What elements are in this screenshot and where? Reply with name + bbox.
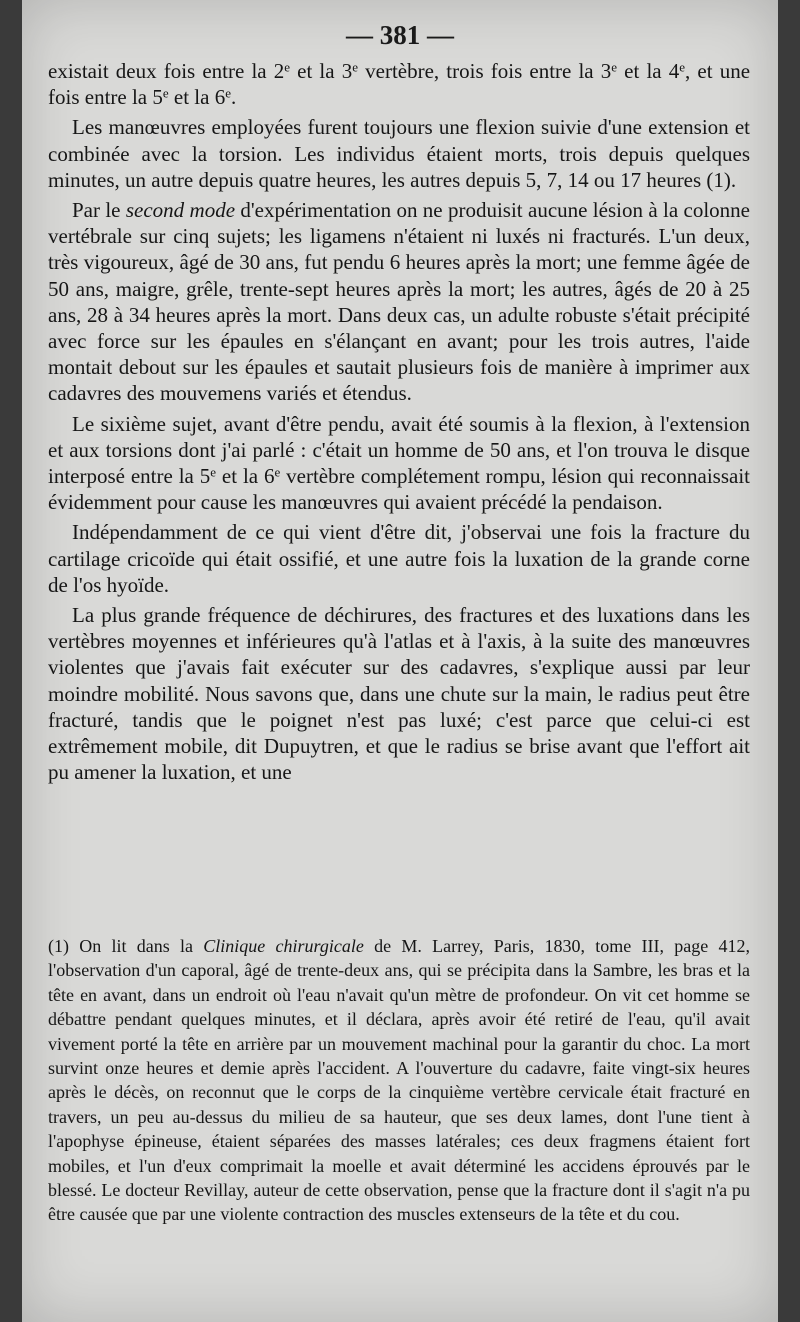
footnote	[48, 934, 750, 1227]
text-run: (1) On lit dans la	[48, 936, 204, 956]
superscript: e	[679, 59, 686, 75]
text-run: existait deux fois entre la 2	[48, 59, 285, 83]
body-text	[48, 58, 750, 789]
text-run: vertèbre, trois fois entre la 3	[358, 59, 612, 83]
text-run: Les manœuvres employées furent toujours une flexion suivie d'une extension et combinée avec la torsion. Les individus étaient morts, trois depuis quelques minutes, un autre depuis quatre heures, les autres depuis 5, 7, 14 ou 17 heures (1).	[48, 115, 750, 192]
superscript: e	[162, 85, 169, 101]
text-run: La plus grande fréquence de déchirures, des fractures et des luxations dans les vertèbres moyennes et inférieures qu'à l'atlas et à l'axis, à la suite des manœuvres violentes que j'avais fait exécuter sur des cadavres, s'explique aussi par leur moindre mobilité. Nous savons que, dans une chute sur la main, le radius peut être fracturé, tandis que le poignet n'est pas luxé; c'est parce que celui-ci est extrêmement mobile, dit Dupuytren, et que le radius se brise avant que l'effort ait pu amener la luxation, et une	[48, 603, 750, 785]
text-run: Le sixième sujet, avant d'être pendu, avait été soumis à la flexion, à l'extension et aux torsions dont j'ai parlé : c'était un homme de 50 ans, et l'on trouva le disque interposé entre la 5	[48, 411, 750, 489]
paragraph	[48, 411, 750, 516]
italic-text: Clinique chirurgicale	[203, 936, 364, 956]
superscript: e	[274, 464, 281, 480]
text-run: Par le	[72, 198, 126, 223]
superscript: e	[210, 464, 217, 480]
paragraph-continuation	[48, 58, 750, 110]
text-run: et la 3	[290, 59, 353, 83]
book-page	[22, 0, 778, 1322]
superscript: e	[611, 59, 618, 75]
paragraph	[48, 519, 750, 598]
text-run: Indépendamment de ce qui vient d'être dit, j'observai une fois la fracture du cartilage cricoïde qui était ossifié, et une autre fois la luxation de la grande corne de l'os hyoïde.	[48, 520, 750, 597]
footnote-text	[48, 934, 750, 1227]
page-number: — 381 —	[346, 20, 454, 50]
text-run: d'expérimentation on ne produisit aucune lésion à la colonne vertébrale sur cinq sujets; les ligamens n'étaient ni luxés ni fracturés. L'un deux, très vigoureux, âgé de 30 ans, fut pendu 6 heures après la mort; une femme âgée de 50 ans, maigre, grêle, trente-sept heures après la mort; les autres, âgés de 20 à 25 ans, 28 à 34 heures après la mort. Dans deux cas, un adulte robuste s'était précipité avec force sur les épaules en s'élançant en avant; pour les trois autres, l'aide montait debout sur les épaules et sautait plusieurs fois de manière à imprimer aux cadavres des mouvemens variés et étendus.	[48, 198, 750, 406]
text-run: vertèbre complétement rompu, lésion qui reconnaissait évidemment pour cause les manœuvres qui avaient précédé la pendaison.	[48, 464, 751, 515]
italic-text: second mode	[125, 198, 236, 223]
text-run: et la 6	[168, 85, 226, 110]
text-run: et la 6	[216, 464, 275, 489]
text-run: , et une fois entre la 5	[48, 59, 751, 110]
text-run: de M. Larrey, Paris, 1830, tome III, page 412, l'observation d'un caporal, âgé de trente-deux ans, qui se précipita dans la Sambre, les bras et la tête en avant, dans un endroit où l'eau n'avait qu'un mètre de profondeur. On vit cet homme se débattre pendant quelques minutes, et il déclara, après avoir été retiré de l'eau, qu'il avait vivement porté la tête en arrière par un mouvement machinal pour la garantir du choc. La mort survint onze heures et demie après l'accident. A l'ouverture du cadavre, faite vingt-six heures après le décès, on reconnut que le corps de la cinquième vertèbre cervicale était fracturé en travers, un peu au-dessus du milieu de sa hauteur, que ses deux lames, dont l'une tient à l'apophyse épineuse, étaient séparées des masses latérales; ces deux fragmens étaient fort mobiles, et l'un d'eux comprimait la moelle et avait déterminé les accidens éprouvés par le blessé. Le docteur Revillay, auteur de cette observation, pense que la fracture dont il s'agit n'a pu être causée que par une violente contraction des muscles extenseurs de la tête et du cou.	[48, 936, 750, 1225]
paragraph	[48, 197, 750, 407]
superscript: e	[284, 59, 291, 75]
paragraph	[48, 602, 750, 785]
superscript: e	[352, 59, 358, 75]
superscript: e	[225, 85, 231, 101]
text-run: et la 4	[617, 59, 680, 83]
text-run: .	[231, 85, 237, 110]
paragraph	[48, 114, 750, 193]
